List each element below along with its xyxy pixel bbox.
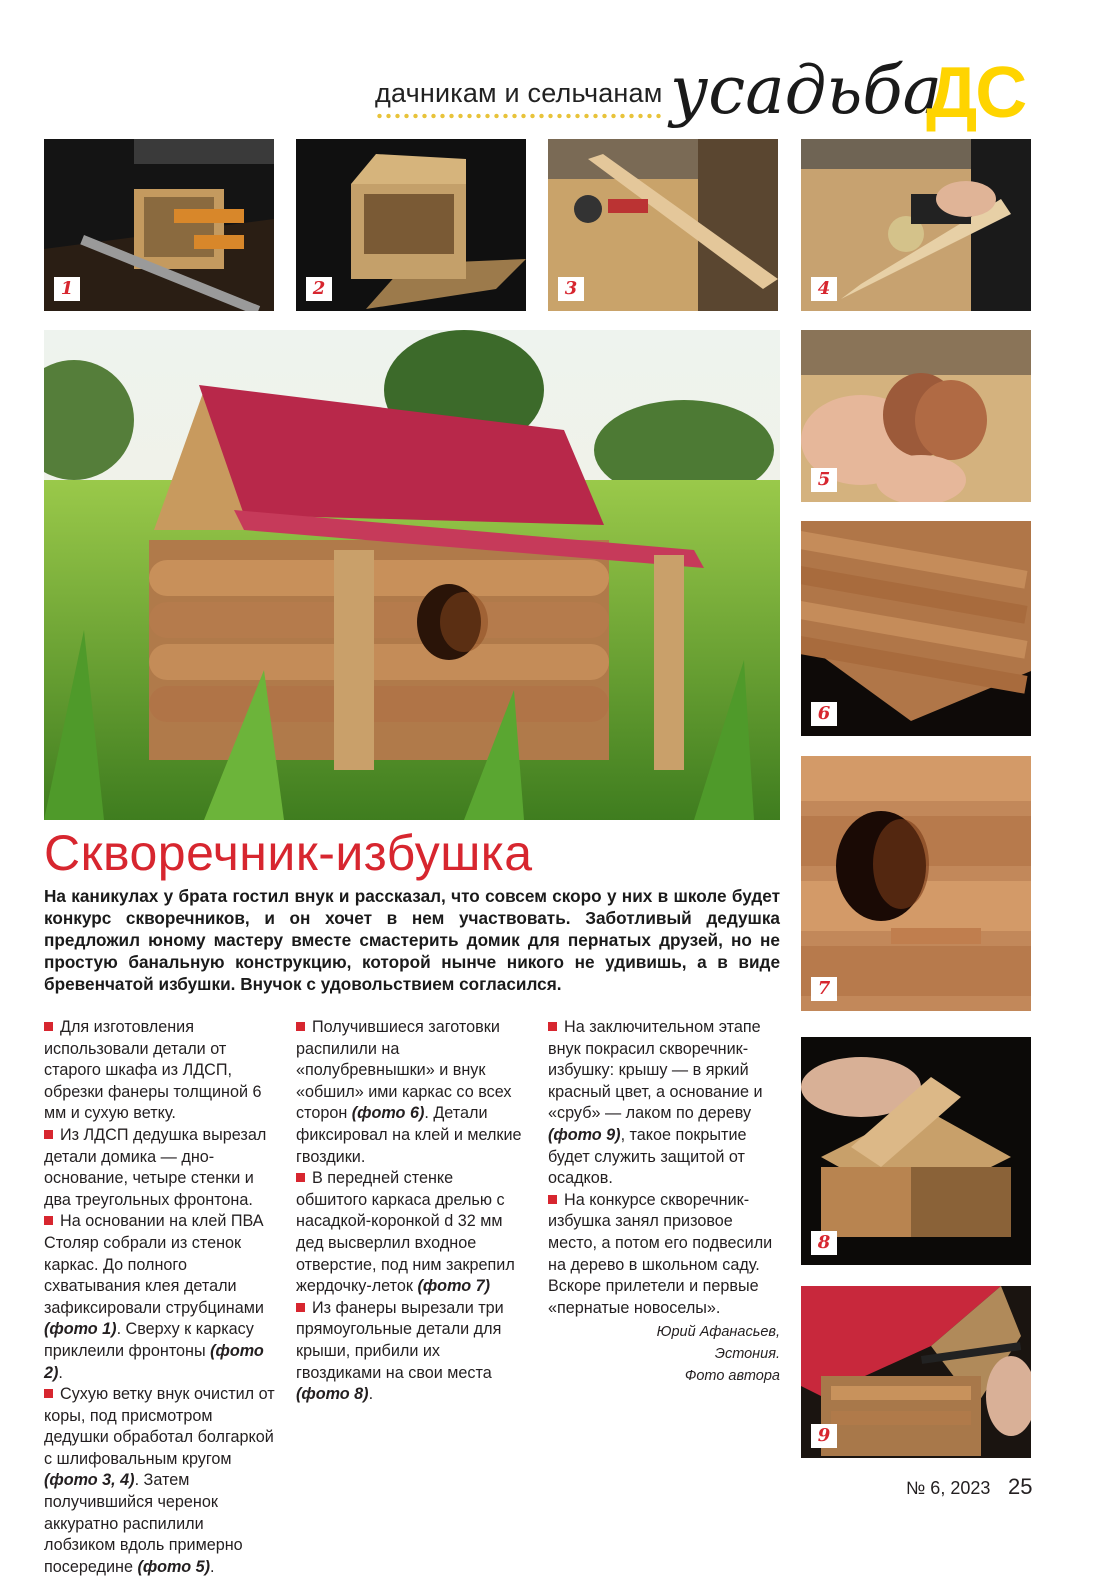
photo-8 [801, 1037, 1031, 1265]
author-country: Эстония. [714, 1346, 780, 1363]
text-column-1 [44, 1017, 276, 1578]
paragraph-2 [44, 1125, 276, 1211]
photo-reference: (фото 3, 4) [44, 1471, 135, 1490]
photo-7-image [801, 756, 1031, 1011]
paragraph-1-text: Для изготовления использовали детали от старого шкафа из ЛДСП, обрезки фанеры толщиной 6 мм и сухую ветку. [44, 1018, 262, 1123]
section-subtitle: дачникам и сельчанам [375, 78, 663, 108]
paragraph-8-text: На заключительном этапе внук покрасил скворечник-избушку: крышу — в яркий красный цвет, а основание и «сруб» — лаком по дереву [548, 1018, 763, 1123]
photo-3 [548, 139, 778, 311]
bullet-square-icon [44, 1389, 53, 1398]
photo-reference: (фото 5) [137, 1557, 211, 1576]
paragraph-9-text: На конкурсе скворечник-избушка занял призовое место, а потом его подвесили на дерево в школьном саду. Вскоре прилетели и первые «пернатые новоселы». [548, 1190, 773, 1317]
paragraph-2-text: Из ЛДСП дедушка вырезал детали домика — дно-основание, четыре стенки и два треугольных фронтона. [44, 1125, 267, 1209]
paragraph-3-text: . [58, 1363, 63, 1382]
paragraph-7 [296, 1298, 528, 1406]
magazine-logo: ДС [926, 53, 1026, 133]
photo-reference: (фото 8) [296, 1385, 369, 1404]
bullet-square-icon [296, 1303, 305, 1312]
photo-9 [801, 1286, 1031, 1458]
article-lead: На каникулах у брата гостил внук и рассказал, что совсем скоро у них в школе будет конкурс скворечников, и он хочет в нем участвовать. Заботливый дедушка предложил юному мастеру вместе смастерить домик для пернатых друзей, но не простую банальную конструкцию, которой нынче никого не удивишь, а в виде бревенчатой избушки. Внучок с удовольствием согласился. [44, 886, 780, 994]
photo-3-number: 3 [558, 277, 584, 301]
photo-1-number: 1 [54, 277, 80, 301]
paragraph-6-text: В передней стенке обшитого каркаса дрелью с насадкой-коронкой d 32 мм дед высверлил входное отверстие, под ним закрепил жердочку-леток [296, 1169, 515, 1296]
paragraph-8-text: , такое покрытие будет служить защитой от осадков. [548, 1125, 747, 1188]
bullet-square-icon [296, 1173, 305, 1182]
paragraph-6 [296, 1168, 528, 1298]
photo-6-number: 6 [811, 702, 837, 726]
photo-8-number: 8 [811, 1231, 837, 1255]
issue-number: № 6, 2023 [906, 1478, 991, 1498]
main-birdhouse-image [44, 330, 780, 820]
bullet-square-icon [548, 1022, 557, 1031]
photo-4-number: 4 [811, 277, 837, 301]
paragraph-7-text: Из фанеры вырезали три прямоугольные детали для крыши, прибили их гвоздиками на свои места [296, 1298, 504, 1382]
text-column-3 [548, 1017, 780, 1387]
photo-credit: Фото автора [684, 1368, 780, 1385]
bullet-square-icon [44, 1130, 53, 1139]
paragraph-5-text: Получившиеся заготовки распилили на «полубревнышки» и внук «обшил» ими каркас со всех сторон [296, 1018, 512, 1123]
photo-1 [44, 139, 274, 311]
bullet-square-icon [44, 1216, 53, 1225]
photo-reference: (фото 2) [44, 1341, 264, 1382]
paragraph-5-text: . Детали фиксировал на клей и мелкие гвоздики. [296, 1104, 522, 1166]
photo-9-number: 9 [811, 1424, 837, 1448]
paragraph-3-text: На основании на клей ПВА Столяр собрали из стенок каркас. До полного схватывания клея детали зафиксировали струбцинами [44, 1212, 264, 1317]
paragraph-4-text: . Затем получившийся черенок аккуратно распилили лобзиком вдоль примерно посередине [44, 1471, 243, 1576]
bullet-square-icon [44, 1022, 53, 1031]
photo-reference: (фото 9) [548, 1125, 621, 1144]
photo-reference: (фото 1) [44, 1320, 117, 1339]
paragraph-4-text: Сухую ветку внук очистил от коры, под присмотром дедушки обработал болгаркой с шлифовальным кругом [44, 1385, 275, 1468]
paragraph-1 [44, 1017, 276, 1125]
paragraph-9 [548, 1190, 780, 1320]
photo-7 [801, 756, 1031, 1011]
paragraph-3-text: . Сверху к каркасу приклеили фронтоны [44, 1320, 254, 1360]
photo-2 [296, 139, 526, 311]
bullet-square-icon [548, 1195, 557, 1204]
photo-reference: (фото 6) [351, 1104, 425, 1123]
paragraph-3 [44, 1211, 276, 1384]
paragraph-8 [548, 1017, 780, 1190]
bullet-square-icon [296, 1022, 305, 1031]
article-title: Скворечник-избушка [44, 825, 533, 881]
paragraph-7-text: . [368, 1385, 374, 1404]
photo-reference: (фото 7) [417, 1277, 491, 1296]
main-birdhouse-photo [44, 330, 780, 820]
page-number: 25 [1008, 1474, 1033, 1499]
photo-2-number: 2 [306, 277, 332, 301]
photo-5 [801, 330, 1031, 502]
paragraph-4-text: . [210, 1557, 215, 1576]
header-dotted-underline [375, 112, 665, 120]
author-name: Юрий Афанасьев, [656, 1324, 780, 1341]
section-title: усадьба [670, 52, 942, 129]
photo-7-number: 7 [811, 977, 837, 1001]
text-column-2 [296, 1017, 528, 1406]
paragraph-5 [296, 1017, 528, 1168]
photo-6 [801, 521, 1031, 736]
photo-5-number: 5 [811, 468, 837, 492]
paragraph-4 [44, 1384, 276, 1578]
photo-4 [801, 139, 1031, 311]
